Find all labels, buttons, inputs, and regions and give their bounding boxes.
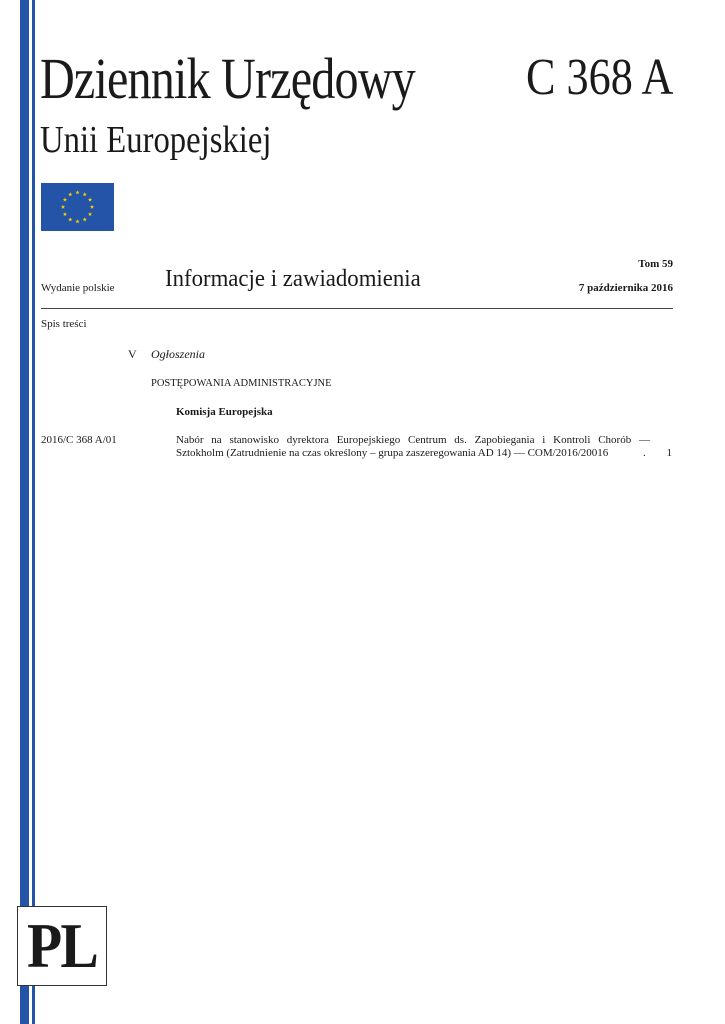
left-blue-stripe-thin — [32, 0, 35, 1024]
part-title: Ogłoszenia — [151, 347, 205, 361]
journal-title: Dziennik Urzędowy — [40, 46, 415, 111]
volume-number: Tom 59 — [638, 258, 673, 270]
left-blue-stripe — [20, 0, 29, 1024]
entry-reference: 2016/C 368 A/01 — [41, 434, 117, 446]
issue-date: 7 października 2016 — [578, 282, 673, 294]
edition-label: Wydanie polskie — [41, 282, 115, 294]
journal-subtitle: Unii Europejskiej — [40, 119, 272, 161]
part-number: V — [128, 347, 137, 361]
entry-page-number[interactable]: 1 — [666, 447, 672, 459]
entry-title-line-2[interactable]: Sztokholm (Zatrudnienie na czas określony – grupa zaszeregowania AD 14) — COM/2016/20016 — [176, 447, 609, 459]
eu-flag-background — [41, 183, 114, 231]
series-title: Informacje i zawiadomienia — [165, 266, 421, 292]
contents-label: Spis treści — [41, 318, 87, 330]
section-title: POSTĘPOWANIA ADMINISTRACYJNE — [151, 378, 332, 389]
eu-flag-icon — [41, 183, 114, 231]
header-divider — [41, 308, 673, 309]
issue-number: C 368 A — [525, 49, 673, 106]
language-box — [17, 906, 107, 986]
entry-title-line-1[interactable]: Nabór na stanowisko dyrektora Europejskiego Centrum ds. Zapobiegania i Kontroli Chorób — — [176, 434, 650, 446]
entry-leader-dots: . — [643, 447, 646, 459]
language-code: PL — [26, 910, 98, 981]
institution-name: Komisja Europejska — [176, 406, 273, 418]
